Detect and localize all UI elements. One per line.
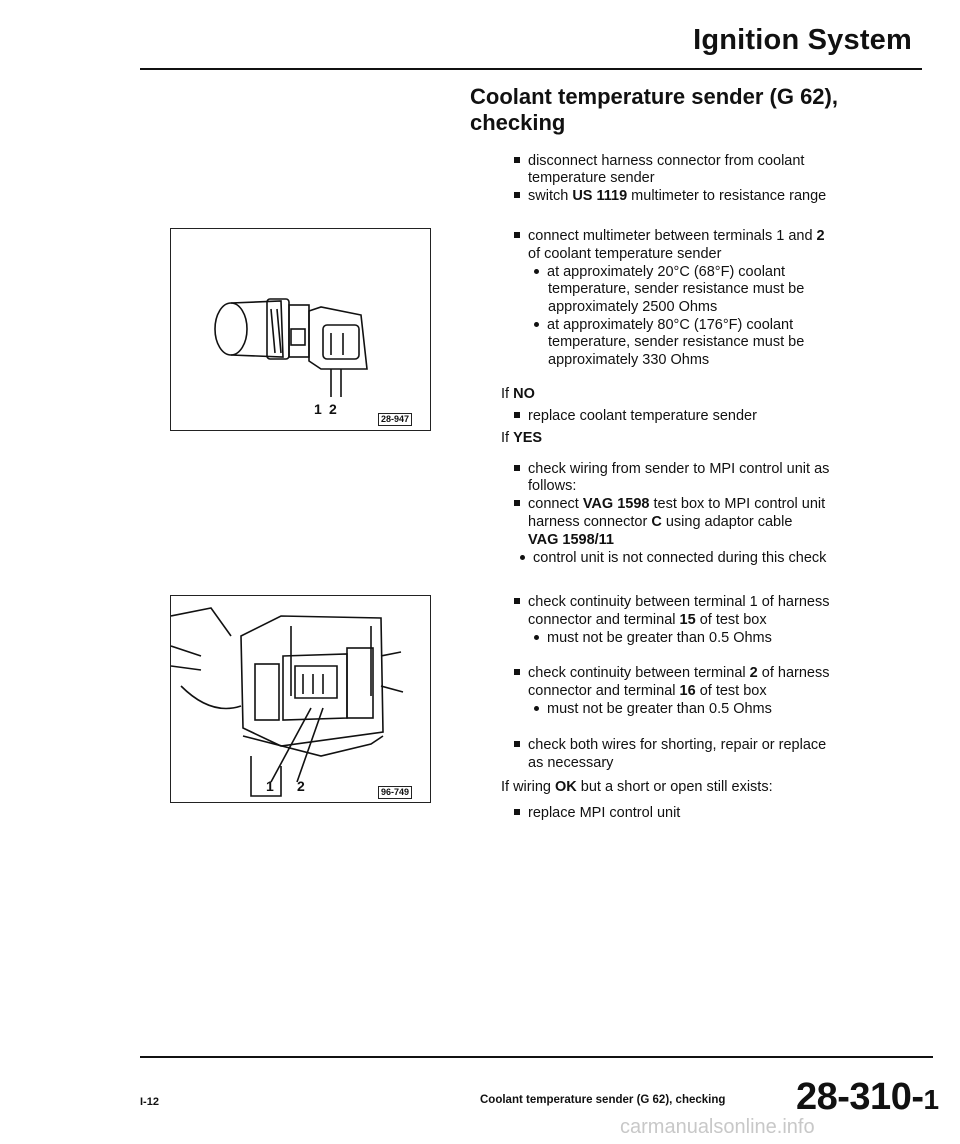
section-title-line2: checking [470, 110, 566, 135]
text-line [528, 514, 792, 531]
text-line: approximately 330 Ohms [548, 352, 710, 368]
text-line: connector and terminal [528, 683, 680, 699]
figure1-label: 28-947 [378, 413, 412, 426]
text-line: disconnect harness connector from coolant [528, 153, 805, 169]
bullet-square-icon [514, 465, 520, 471]
text-line: harness connector [528, 514, 652, 530]
text-line: check continuity between terminal 1 of harness [528, 594, 830, 610]
text-line [528, 612, 767, 629]
step-check-continuity-1 [514, 594, 829, 611]
step-connect-multimeter [514, 228, 825, 245]
footer-rule [140, 1056, 933, 1058]
text-line: connect multimeter between terminals 1 and [528, 228, 817, 244]
bullet-square-icon [514, 232, 520, 238]
text-line: replace MPI control unit [528, 805, 681, 821]
page-number [796, 1076, 939, 1119]
connector-illustration [171, 596, 430, 802]
watermark: carmanualsonline.info [620, 1116, 815, 1138]
bullet-square-icon [514, 741, 520, 747]
text-line: check wiring from sender to MPI control unit as [528, 461, 830, 477]
step-connect-test-box [514, 496, 825, 513]
terminal-number: 16 [679, 683, 696, 699]
text-line: control unit is not connected during this check [533, 550, 827, 566]
tool-id [528, 532, 614, 549]
text-line: must not be greater than 0.5 Ohms [547, 630, 772, 646]
text-line: switch [528, 188, 573, 204]
condition-keyword: OK [555, 779, 577, 795]
note-icon [520, 555, 525, 560]
figure-sender [170, 228, 431, 431]
bullet-square-icon [514, 192, 520, 198]
spec-max-resistance-2 [534, 701, 772, 718]
condition-keyword: YES [513, 430, 543, 446]
bullet-dot-icon [534, 635, 539, 640]
bullet-square-icon [514, 412, 520, 418]
bullet-square-icon [514, 598, 520, 604]
page-number-main: 28-310- [796, 1076, 924, 1118]
condition-if-ok [501, 779, 773, 796]
header-rule [140, 68, 922, 70]
step-disconnect [514, 153, 804, 170]
note-control-unit [520, 550, 826, 567]
figure2-label: 96-749 [378, 786, 412, 799]
step-replace-control-unit [514, 805, 680, 822]
step-check-shorting [514, 737, 826, 754]
bullet-dot-icon [534, 322, 539, 327]
text-line: check both wires for shorting, repair or replace [528, 737, 827, 753]
text-line: as necessary [528, 755, 614, 771]
condition-if-yes [501, 430, 542, 447]
tool-id: VAG 1598 [582, 496, 650, 512]
text-line: at approximately 20°C (68°F) coolant [547, 264, 786, 280]
tool-id: US 1119 [572, 188, 628, 204]
step-check-wiring [514, 461, 829, 478]
text-line: must not be greater than 0.5 Ohms [547, 701, 772, 717]
text-line: If wiring [501, 779, 555, 795]
text-line: using adaptor cable [661, 514, 793, 530]
bullet-square-icon [514, 500, 520, 506]
text-line: If [501, 386, 514, 402]
terminal-number: 2 [749, 665, 758, 681]
bullet-dot-icon [534, 269, 539, 274]
bullet-square-icon [514, 809, 520, 815]
text-line: of test box [695, 612, 767, 628]
step-replace-sender [514, 408, 757, 425]
text-line: approximately 2500 Ohms [548, 299, 718, 315]
figure1-pin2-label: 2 [329, 401, 337, 417]
figure1-pin1-label: 1 [314, 401, 322, 417]
text-line: of harness [757, 665, 830, 681]
step-check-continuity-2 [514, 665, 829, 682]
text-line: If [501, 430, 514, 446]
figure2-pin2-label: 2 [297, 778, 305, 794]
text-line [528, 683, 767, 700]
sender-illustration [171, 229, 430, 430]
figure2-pin1-label: 1 [266, 778, 274, 794]
page-header-title: Ignition System [693, 24, 912, 56]
condition-keyword: NO [513, 386, 535, 402]
tool-id: VAG 1598/11 [528, 532, 614, 548]
spec-20c [534, 264, 785, 281]
text-line: temperature, sender resistance must be [548, 334, 805, 350]
text-line: at approximately 80°C (176°F) coolant [547, 317, 794, 333]
text-line: replace coolant temperature sender [528, 408, 757, 424]
text-line: but a short or open still exists: [576, 779, 773, 795]
text-line: of test box [695, 683, 767, 699]
step-switch-multimeter [514, 188, 826, 205]
section-title [470, 84, 838, 136]
text-line: multimeter to resistance range [627, 188, 827, 204]
spec-80c [534, 317, 793, 334]
text-line: test box to MPI control unit [649, 496, 826, 512]
condition-if-no [501, 386, 535, 403]
section-title-line1: Coolant temperature sender (G 62), [470, 84, 838, 109]
bullet-dot-icon [534, 706, 539, 711]
text-line: connect [528, 496, 583, 512]
page-number-suffix: 1 [923, 1084, 939, 1115]
footer-caption: Coolant temperature sender (G 62), checking [480, 1094, 726, 1106]
text-line: follows: [528, 478, 577, 494]
connector-id: C [651, 514, 662, 530]
page-ref-left: I-12 [140, 1096, 159, 1108]
spec-max-resistance-1 [534, 630, 772, 647]
text-line: temperature, sender resistance must be [548, 281, 805, 297]
terminal-number: 2 [816, 228, 825, 244]
figure-harness-connector [170, 595, 431, 803]
text-line: check continuity between terminal [528, 665, 750, 681]
bullet-square-icon [514, 157, 520, 163]
terminal-number: 15 [679, 612, 696, 628]
text-line: of coolant temperature sender [528, 246, 722, 262]
bullet-square-icon [514, 669, 520, 675]
text-line: temperature sender [528, 170, 655, 186]
text-line: connector and terminal [528, 612, 680, 628]
